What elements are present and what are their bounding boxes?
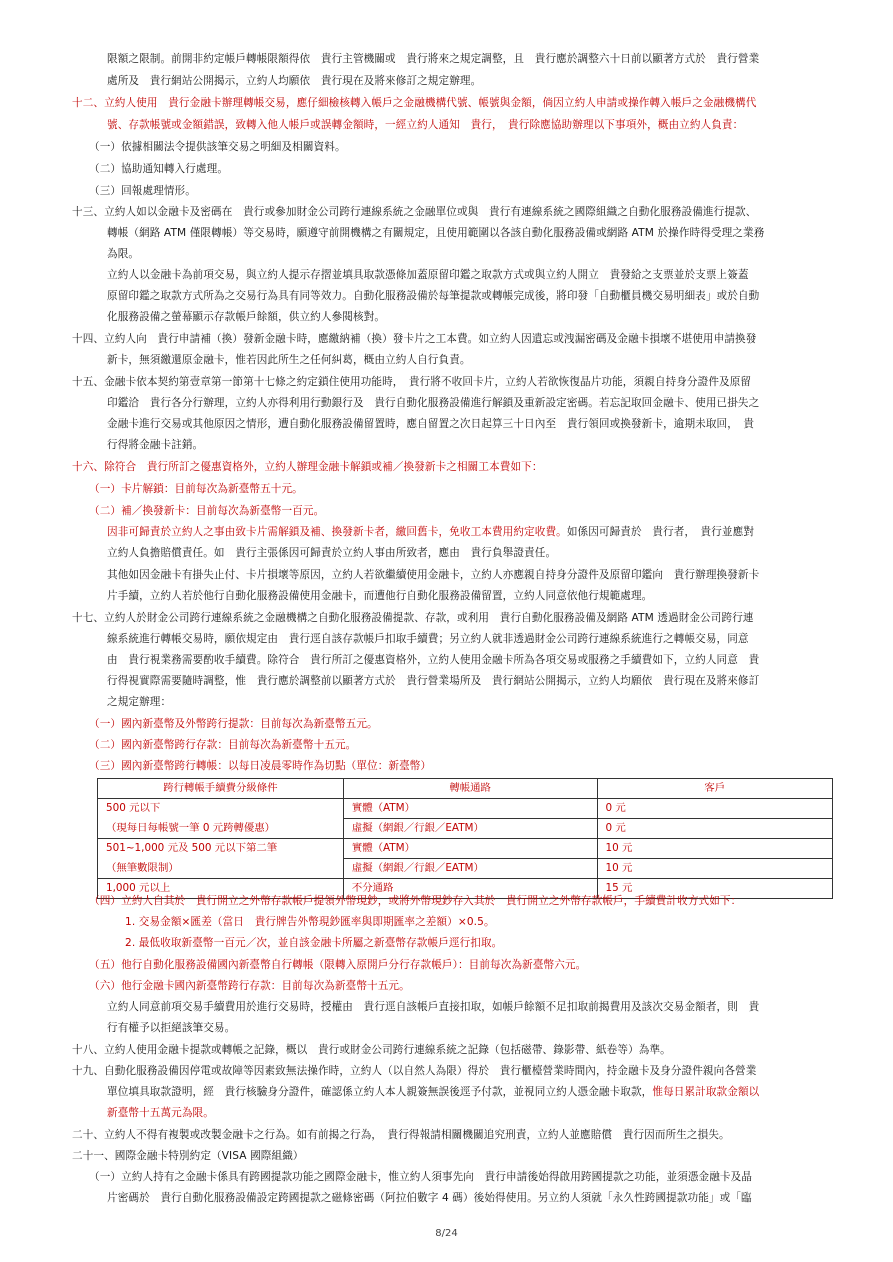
fee-cell: 0 元 xyxy=(597,799,833,819)
clause-heading: 十三、立約人如以金融卡及密碼在 貴行或參加財金公司跨行連線系統之金融單位或與 貴行有連線系統之國際組織之自動化服務設備進行提款、 xyxy=(72,206,757,218)
table-row xyxy=(98,839,833,859)
tier-cell: 501~1,000 元及 500 元以下第二筆 xyxy=(98,839,344,859)
tier-cell: 500 元以下 xyxy=(98,799,344,819)
channel-cell: 虛擬（網銀／行銀／EATM） xyxy=(343,819,597,839)
transfer-fee-table xyxy=(97,778,833,899)
table-header-row xyxy=(98,779,833,799)
clause-heading: 十二、立約人使用 貴行金融卡辦理轉帳交易，應仔細檢核轉入帳戶之金融機構代號、帳號與金額，倘因立約人申請或操作轉入帳戶之金融機構代 xyxy=(72,97,757,109)
text-line: 轉帳（網路 ATM 僅限轉帳）等交易時，願遵守前開機構之有關規定，且使用範圍以各該自動化服務設備或網路 ATM 於操作時得受理之業務 xyxy=(107,227,765,239)
table-row xyxy=(98,819,833,839)
text-line: 新臺幣十五萬元為限。 xyxy=(107,1107,214,1119)
text-line: 行有權予以拒絕該筆交易。 xyxy=(107,1022,236,1034)
text-line: 由 貴行視業務需要酌收手續費。除符合 貴行所訂之優惠資格外，立約人使用金融卡所為各項交易或服務之手續費如下，立約人同意 貴 xyxy=(107,654,760,666)
sub-item: （二）國內新臺幣跨行存款：目前每次為新臺幣十五元。 xyxy=(89,739,357,751)
fee-cell: 10 元 xyxy=(597,859,833,879)
fee-cell: 10 元 xyxy=(597,839,833,859)
sub-item: （一）依據相關法令提供該筆交易之明細及相關資料。 xyxy=(89,141,346,153)
sub-item: （一）國內新臺幣及外幣跨行提款：目前每次為新臺幣五元。 xyxy=(89,718,378,730)
tier-cell: （無筆數限制） xyxy=(98,859,344,879)
black-text: 單位填具取款證明，經 貴行核驗身分證件，確認係立約人本人親簽無誤後逕予付款，並視同立約人憑金融卡取款， xyxy=(107,1086,653,1098)
page-number: 8/24 xyxy=(435,1228,458,1239)
clause-heading: 十五、金融卡依本契約第壹章第一節第十七條之約定鎖住使用功能時， 貴行將不收回卡片，立約人若欲恢復晶片功能，須親自持身分證件及原留 xyxy=(72,376,752,388)
text-line xyxy=(107,523,754,542)
sub-item: （一）卡片解鎖：目前每次為新臺幣五十元。 xyxy=(89,483,303,495)
fee-cell: 0 元 xyxy=(597,819,833,839)
sub-item: （三）回報處理情形。 xyxy=(89,185,196,197)
text-line: 行得視實際需要隨時調整，惟 貴行應於調整前以顯著方式於 貴行營業場所及 貴行網站公開揭示，立約人均願依 貴行現在及將來修訂 xyxy=(107,675,760,687)
clause-heading: 二十、立約人不得有複製或改製金融卡之行為。如有前揭之行為， 貴行得報請相關機關追究刑責，立約人並應賠償 貴行因而所生之損失。 xyxy=(72,1129,730,1141)
text-line xyxy=(107,1083,759,1102)
text-line: 號、存款帳號或金額錯誤，致轉入他人帳戶或誤轉金額時，一經立約人通知 貴行， 貴行除應協助辦理以下事項外，概由立約人負責： xyxy=(107,119,744,131)
text-line: 片手續，立約人若於他行自動化服務設備使用金融卡，而遭他行自動化服務設備留置，立約人同意依他行規範處理。 xyxy=(107,590,653,602)
table-row xyxy=(98,799,833,819)
sub-item: （三）國內新臺幣跨行轉帳：以每日凌晨零時作為切點（單位：新臺幣） xyxy=(89,760,432,772)
sub-item: （五）他行自動化服務設備國內新臺幣自行轉帳（限轉入原開戶分行存款帳戶）：目前每次為新臺幣六元。 xyxy=(89,959,587,971)
text-line: 立約人以金融卡為前項交易，與立約人提示存摺並填具取款憑條加蓋原留印鑑之取款方式或與立約人開立 貴發給之支票並於支票上簽蓋 xyxy=(107,269,749,281)
black-text: 如係因可歸責於 貴行者， 貴行並應對 xyxy=(566,526,755,538)
tier-cell: （現每日每帳號一筆 0 元跨轉優惠） xyxy=(98,819,344,839)
text-line: 片密碼於 貴行自動化服務設備設定跨國提款之磁條密碼（阿拉伯數字 4 碼）後始得使用。另立約人須就「永久性跨國提款功能」或「臨 xyxy=(107,1192,752,1204)
channel-cell: 虛擬（網銀／行銀／EATM） xyxy=(343,859,597,879)
sub-item: （四）立約人自其於 貴行開立之外幣存款帳戶提領外幣現鈔，或將外幣現鈔存入其於 貴行開立之外幣存款帳戶，手續費計收方式如下： xyxy=(89,895,742,907)
text-line: 化服務設備之螢幕顯示存款帳戶餘額，供立約人參閱核對。 xyxy=(107,311,386,323)
fee-cell: 15 元 xyxy=(597,879,833,899)
text-line: 線系統進行轉帳交易時，願依規定由 貴行逕自該存款帳戶扣取手續費；另立約人就非透過財金公司跨行連線系統進行之轉帳交易，同意 xyxy=(107,633,749,645)
red-text: 惟每日累計取款金額以 xyxy=(652,1086,760,1098)
text-line: 立約人負擔賠償責任。如 貴行主張係因可歸責於立約人事由所致者，應由 貴行負舉證責任。 xyxy=(107,547,557,559)
text-line: 原留印鑑之取款方式所為之交易行為具有同等效力。自動化服務設備於每筆提款或轉帳完成後，將印發「自動櫃員機交易明細表」或於自動 xyxy=(107,290,760,302)
text-line: 之規定辦理： xyxy=(107,696,172,708)
clause-heading: 十九、自動化服務設備因停電或故障等因素致無法操作時，立約人（以自然人為限）得於 貴行櫃檯營業時間內，持金融卡及身分證件親向各營業 xyxy=(72,1065,757,1077)
text-line: 限額之限制。前開非約定帳戶轉帳限額得依 貴行主管機關或 貴行將來之規定調整，且 貴行應於調整六十日前以顯著方式於 貴行營業 xyxy=(107,53,760,65)
channel-cell: 實體（ATM） xyxy=(343,839,597,859)
clause-heading: 十八、立約人使用金融卡提款或轉帳之記錄，概以 貴行或財金公司跨行連線系統之記錄（包括磁帶、錄影帶、紙卷等）為準。 xyxy=(72,1044,671,1056)
sub-sub-item: 1. 交易金額×匯差（當日 貴行牌告外幣現鈔匯率與即期匯率之差額）×0.5。 xyxy=(125,916,495,928)
table-header: 客戶 xyxy=(597,779,833,799)
clause-heading: 十六、除符合 貴行所訂之優惠資格外，立約人辦理金融卡解鎖或補／換發新卡之相關工本費如下： xyxy=(72,461,543,473)
tier-cell: 1,000 元以上 xyxy=(98,879,344,899)
clause-heading: 十七、立約人於財金公司跨行連線系統之金融機構之自動化服務設備提款、存款，或利用 貴行自動化服務設備及網路 ATM 透過財金公司跨行連 xyxy=(72,612,754,624)
sub-item: （一）立約人持有之金融卡係具有跨國提款功能之國際金融卡，惟立約人須事先向 貴行申請後始得啟用跨國提款之功能，並須憑金融卡及晶 xyxy=(89,1171,753,1183)
text-line: 為限。 xyxy=(107,248,140,260)
sub-item: （二）協助通知轉入行處理。 xyxy=(89,163,229,175)
text-line: 新卡，無須繳還原金融卡，惟若因此所生之任何糾葛，概由立約人自行負責。 xyxy=(107,354,471,366)
text-line: 立約人同意前項交易手續費用於進行交易時，授權由 貴行逕自該帳戶直接扣取，如帳戶餘額不足扣取前揭費用及該次交易金額者，則 貴 xyxy=(107,1001,760,1013)
text-line: 其他如因金融卡有掛失止付、卡片損壞等原因，立約人若欲繼續使用金融卡，立約人亦應親自持身分證件及原留印鑑向 貴行辦理換發新卡 xyxy=(107,569,760,581)
red-text: 因非可歸責於立約人之事由致卡片需解鎖及補、換發新卡者，繳回舊卡，免收工本費用約定收費。 xyxy=(107,526,567,538)
sub-item: （二）補／換發新卡：目前每次為新臺幣一百元。 xyxy=(89,505,325,517)
text-line: 印鑑洽 貴行各分行辦理，立約人亦得利用行動銀行及 貴行自動化服務設備進行解鎖及重新設定密碼。若忘記取回金融卡、使用已掛失之 xyxy=(107,397,760,409)
text-line: 行得將金融卡註銷。 xyxy=(107,439,204,451)
clause-heading: 二十一、國際金融卡特別約定（VISA 國際組織） xyxy=(72,1150,304,1162)
text-line: 金融卡進行交易或其他原因之情形，遭自動化服務設備留置時，應自留置之次日起算三十日內至 貴行領回或換發新卡，逾期未取回， 貴 xyxy=(107,418,755,430)
channel-cell: 實體（ATM） xyxy=(343,799,597,819)
sub-item: （六）他行金融卡國內新臺幣跨行存款：目前每次為新臺幣十五元。 xyxy=(89,980,410,992)
table-row xyxy=(98,859,833,879)
sub-sub-item: 2. 最低收取新臺幣一百元／次，並自該金融卡所屬之新臺幣存款帳戶逕行扣取。 xyxy=(125,937,503,949)
channel-cell: 不分通路 xyxy=(343,879,597,899)
clause-heading: 十四、立約人向 貴行申請補（換）發新金融卡時，應繳納補（換）發卡片之工本費。如立約人因遺忘或洩漏密碼及金融卡損壞不堪使用申請換發 xyxy=(72,333,757,345)
table-header: 轉帳通路 xyxy=(343,779,597,799)
text-line: 處所及 貴行網站公開揭示，立約人均願依 貴行現在及將來修訂之規定辦理。 xyxy=(107,75,482,87)
table-header: 跨行轉帳手續費分級條件 xyxy=(98,779,344,799)
